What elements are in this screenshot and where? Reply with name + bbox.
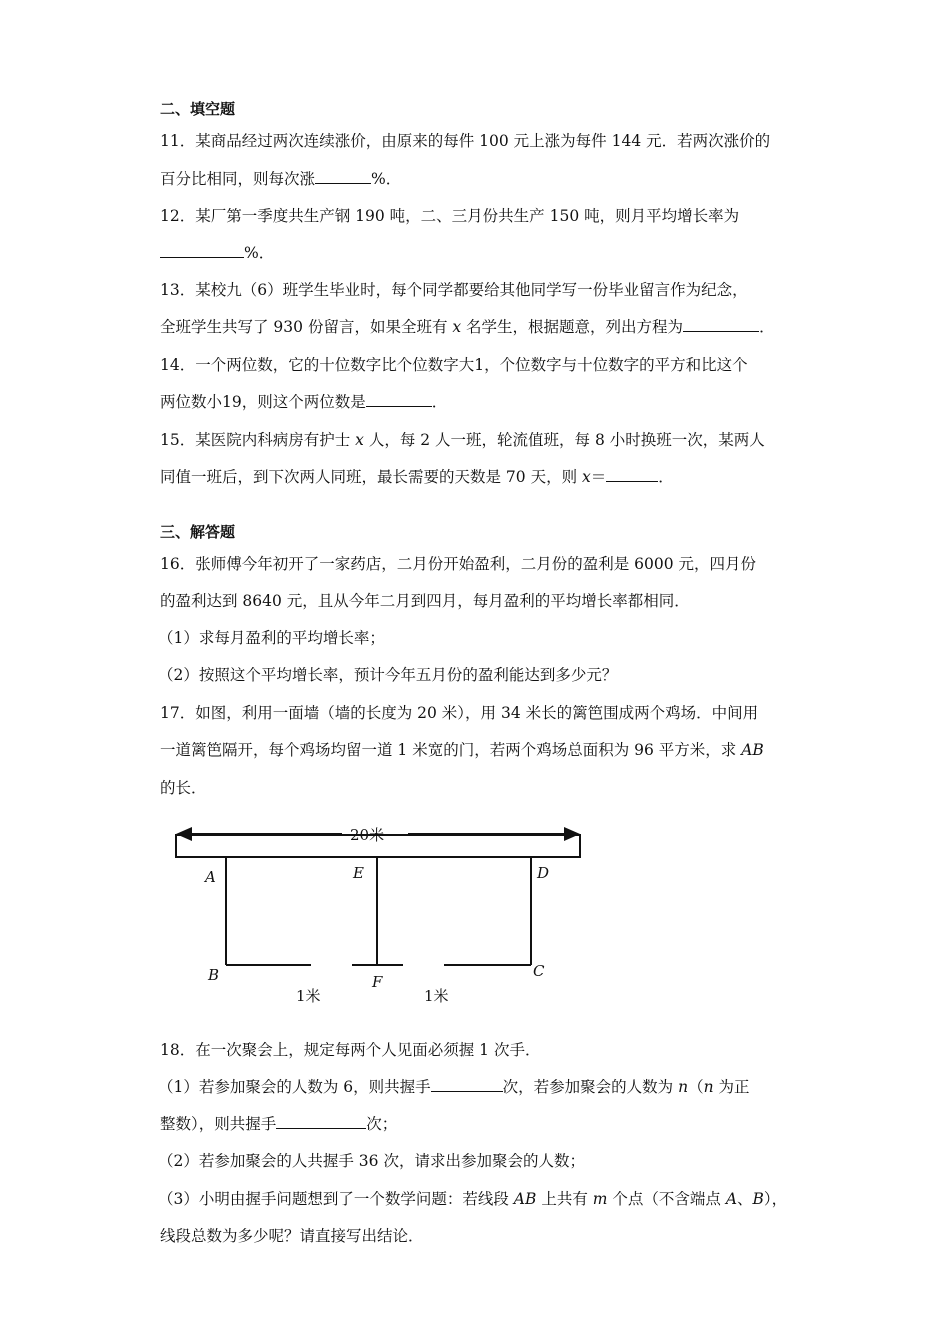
- q18-p1-text-d: 为正: [713, 1078, 750, 1096]
- q13-text-a: 全班学生共写了 930 份留言，如果全班有: [160, 318, 453, 336]
- q14-text-b: ．: [431, 393, 448, 411]
- q18-p3-var-ab: AB: [513, 1190, 537, 1208]
- q12-line2: [160, 242, 274, 264]
- door-label-left: 1米: [296, 987, 321, 1005]
- wall-length-label: 20米: [350, 826, 385, 844]
- q16-line1: 16．张师傅今年初开了一家药店，二月份开始盈利，二月份的盈利是 6000 元，四月份: [160, 555, 757, 573]
- q15-answer-blank[interactable]: [606, 466, 658, 482]
- q18-p1-var-n: n: [678, 1078, 689, 1096]
- q14-answer-blank[interactable]: [366, 391, 432, 407]
- section-heading-solve: 三、解答题: [160, 523, 236, 541]
- q18-part3-line2: 线段总数为多少呢？请直接写出结论．: [160, 1227, 424, 1245]
- q15-var-x: x: [355, 431, 364, 449]
- q18-p1-text-b: 次，若参加聚会的人数为: [502, 1078, 679, 1096]
- point-label-c: C: [533, 962, 545, 980]
- q15-text-a: 15．某医院内科病房有护士: [160, 431, 356, 449]
- q16-part1: （1）求每月盈利的平均增长率；: [158, 629, 385, 647]
- wall-arrow-left-head: [176, 827, 192, 841]
- q18-p3-var-a: A: [725, 1190, 738, 1208]
- point-label-a: A: [205, 868, 216, 886]
- q13-text-b: 名学生，根据题意，列出方程为: [461, 318, 684, 336]
- q18-p1-text-e: 整数），则共握手: [160, 1115, 277, 1133]
- wall-arrow-right-head: [564, 827, 580, 841]
- q18-part1-line2: [160, 1113, 397, 1135]
- q18-p1-blank-2[interactable]: [276, 1113, 366, 1129]
- q13-line2: [160, 316, 775, 338]
- q11-line1: 11．某商品经过两次连续涨价，由原来的每件 100 元上涨为每件 144 元．若两次涨价的: [160, 132, 771, 150]
- q18-p1-text-a: （1）若参加聚会的人数为 6，则共握手: [158, 1078, 431, 1096]
- q15-var-x-2: x: [582, 468, 591, 486]
- q12-answer-blank[interactable]: [160, 242, 244, 258]
- q17-var-ab: AB: [741, 741, 764, 759]
- q18-line1: 18．在一次聚会上，规定每两个人见面必须握 1 次手．: [160, 1041, 541, 1059]
- point-label-f: F: [372, 973, 383, 991]
- q13-line1: 13．某校九（6）班学生毕业时，每个同学都要给其他同学写一份毕业留言作为纪念，: [160, 281, 748, 299]
- q12-line1: 12．某厂第一季度共生产钢 190 吨，二、三月份共生产 150 吨，则月平均增长率为: [160, 207, 740, 225]
- q11-text-a: 百分比相同，则每次涨: [160, 170, 316, 188]
- q18-p1-blank-1[interactable]: [431, 1076, 503, 1092]
- q18-p3-text-c: 个点（不含端点: [607, 1190, 726, 1208]
- q15-line1: [160, 429, 765, 451]
- q14-text-a: 两位数小19，则这个两位数是: [160, 393, 366, 411]
- q18-p3-text-d: 、: [737, 1190, 753, 1208]
- q18-p3-text-a: （3）小明由握手问题想到了一个数学问题：若线段: [158, 1190, 514, 1208]
- chicken-coop-figure: [170, 820, 590, 1010]
- q17-line3: 的长．: [160, 779, 207, 797]
- door-label-right: 1米: [424, 987, 449, 1005]
- section-heading-fill-blank: 二、填空题: [160, 100, 236, 118]
- q18-p3-text-b: 上共有: [536, 1190, 593, 1208]
- q11-text-b: %．: [371, 170, 402, 188]
- q15-text-b: 人，每 2 人一班，轮流值班，每 8 小时换班一次，某两人: [363, 431, 765, 449]
- q11-answer-blank[interactable]: [315, 168, 371, 184]
- q14-line2: [160, 391, 447, 413]
- q17-line1: 17．如图，利用一面墙（墙的长度为 20 米），用 34 米长的篱笆围成两个鸡场．中间用: [160, 704, 759, 722]
- q11-line2: [160, 168, 401, 190]
- q15-eq: ＝: [590, 468, 607, 486]
- q15-line2: [160, 466, 674, 488]
- q13-answer-blank[interactable]: [683, 316, 759, 332]
- q15-text-d: ．: [658, 468, 674, 486]
- q13-var-x: x: [452, 318, 462, 336]
- q16-line2: 的盈利达到 8640 元，且从今年二月到四月，每月盈利的平均增长率都相同．: [160, 592, 690, 610]
- q17-line2: [160, 739, 764, 761]
- q18-p3-var-b: B: [752, 1190, 764, 1208]
- q18-p1-var-n2: n: [703, 1078, 714, 1096]
- q18-p3-var-m: m: [592, 1190, 608, 1208]
- point-label-e: E: [353, 864, 364, 882]
- point-label-d: D: [537, 864, 550, 882]
- q14-line1: 14．一个两位数，它的十位数字比个位数字大1，个位数字与十位数字的平方和比这个: [160, 356, 748, 374]
- q18-part3-line1: [158, 1188, 787, 1210]
- q18-p3-text-e: ），: [763, 1190, 788, 1208]
- point-label-b: B: [208, 966, 220, 984]
- q18-part1-line1: [158, 1076, 750, 1098]
- q16-part2: （2）按照这个平均增长率，预计今年五月份的盈利能达到多少元？: [158, 666, 618, 684]
- q18-p1-text-c: （: [688, 1078, 704, 1096]
- q18-p1-text-f: 次；: [366, 1115, 398, 1133]
- q15-text-c: 同值一班后，到下次两人同班，最长需要的天数是 70 天，则: [160, 468, 583, 486]
- q12-text-b: %．: [244, 244, 275, 262]
- q18-part2: （2）若参加聚会的人共握手 36 次，请求出参加聚会的人数；: [158, 1152, 585, 1170]
- q13-text-c: ．: [759, 318, 775, 336]
- q17-text-a: 一道篱笆隔开，每个鸡场均留一道 1 米宽的门，若两个鸡场总面积为 96 平方米，求: [160, 741, 742, 759]
